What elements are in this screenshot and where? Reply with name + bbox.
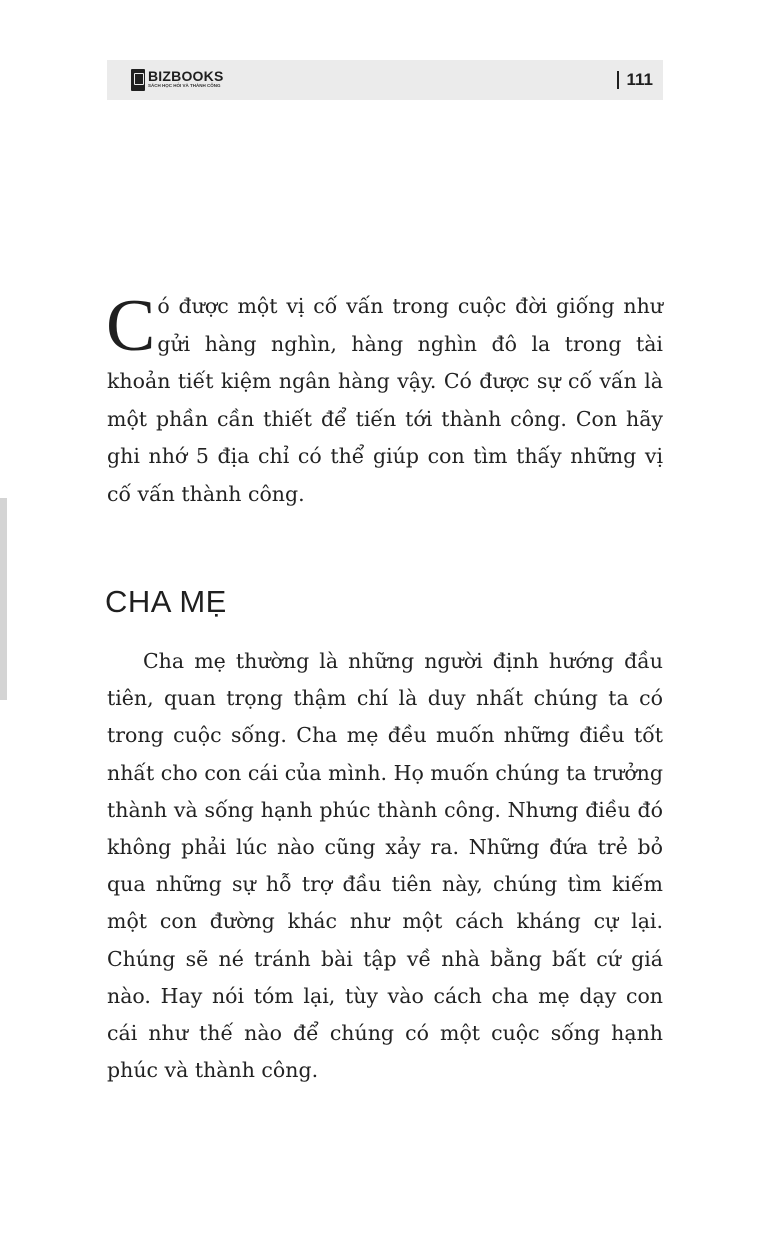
publisher-tagline: SÁCH HỌC HỎI VÀ THÀNH CÔNG — [148, 83, 221, 88]
publisher-logo — [131, 69, 224, 93]
intro-text: ó được một vị cố vấn trong cuộc đời giống như gửi hàng nghìn, hàng nghìn đô la trong tài khoản tiết kiệm ngân hàng vậy. Có được sự cố vấn là một phần cần thiết để tiến tới thành công. Con hãy ghi nhớ 5 địa chỉ có thể giúp con tìm thấy những vị cố vấn thành công. — [107, 294, 663, 506]
section-heading: CHA MẸ — [105, 584, 227, 619]
book-icon — [131, 69, 145, 91]
page-number-block — [617, 71, 654, 89]
page-number: 111 — [626, 70, 653, 89]
intro-paragraph — [106, 285, 663, 513]
drop-cap: C — [106, 285, 156, 367]
page-number-divider — [617, 71, 619, 89]
running-header — [107, 60, 663, 100]
page-edge-tab — [0, 498, 7, 700]
publisher-name: BIZBOOKS — [148, 68, 224, 84]
body-paragraph: Cha mẹ thường là những người định hướng đầu tiên, quan trọng thậm chí là duy nhất chúng ta có trong cuộc sống. Cha mẹ đều muốn những điều tốt nhất cho con cái của mình. Họ muốn chúng ta trưởng thành và sống hạnh phúc thành công. Nhưng điều đó không phải lúc nào cũng xảy ra. Những đứa trẻ bỏ qua những sự hỗ trợ đầu tiên này, chúng tìm kiếm một con đường khác như một cách kháng cự lại. Chúng sẽ né tránh bài tập về nhà bằng bất cứ giá nào. Hay nói tóm lại, tùy vào cách cha mẹ dạy con cái như thế nào để chúng có một cuộc sống hạnh phúc và thành công. — [107, 649, 663, 1083]
